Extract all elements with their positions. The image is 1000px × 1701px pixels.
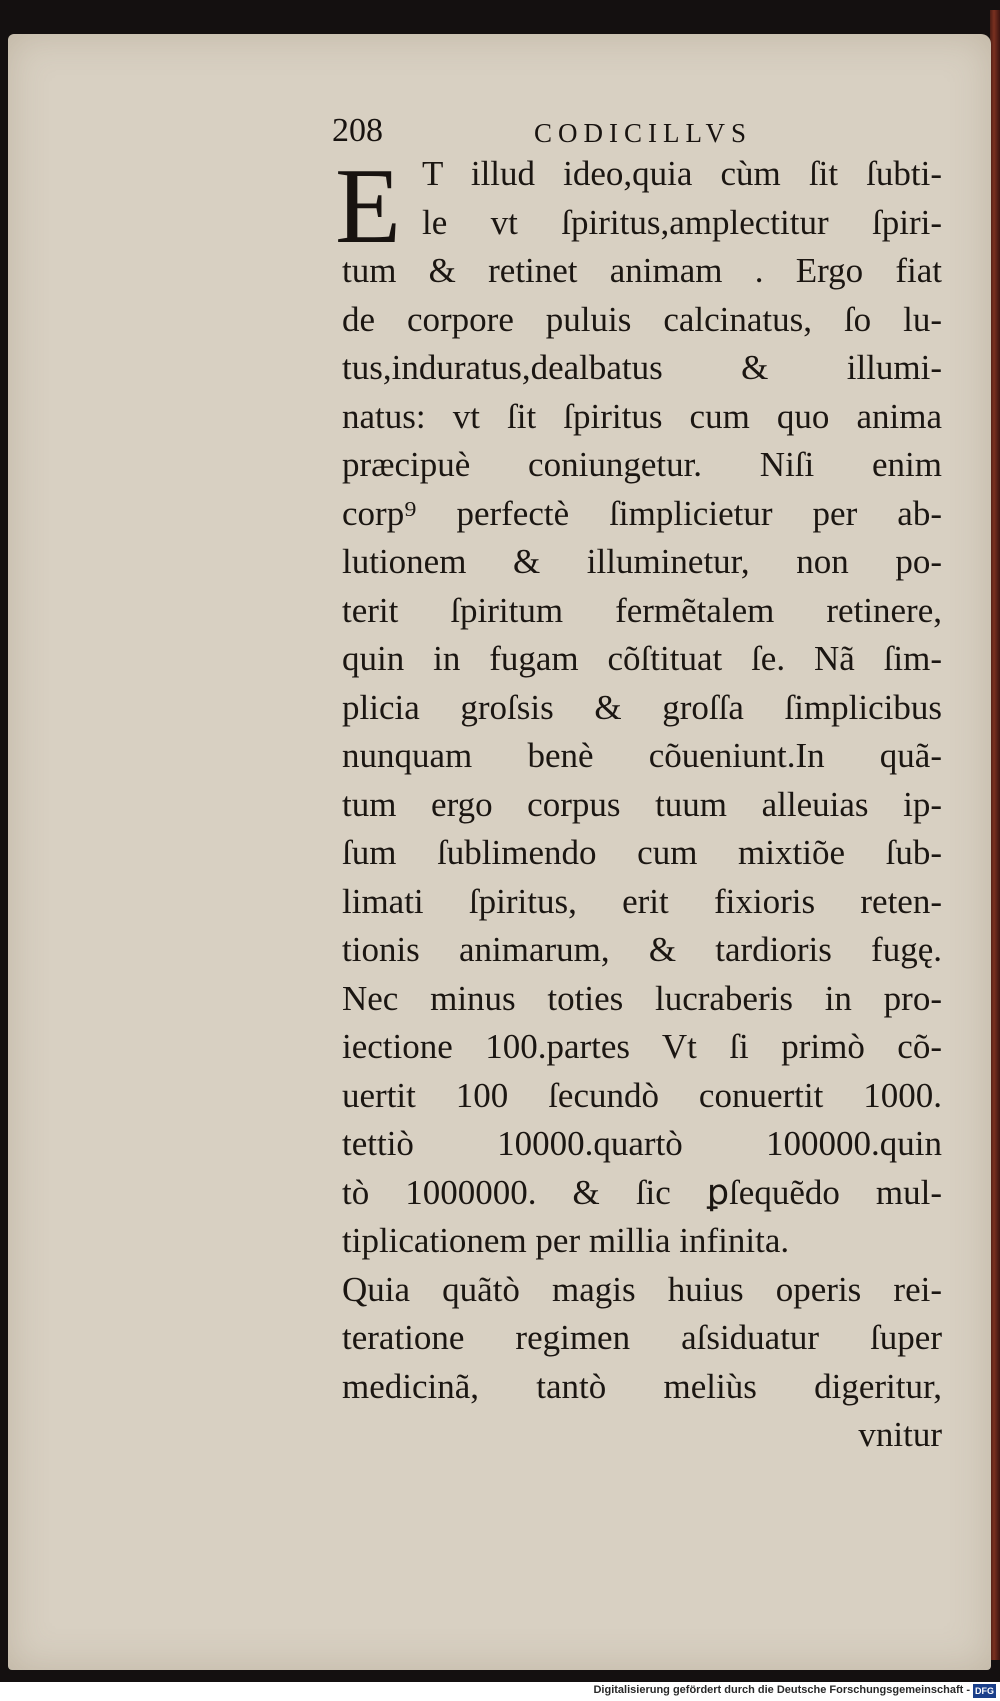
text-line: tum ergo corpus tuum alleuias ip- [342,784,942,824]
text-line: Nec minus toties lucraberis in pro- [342,978,942,1018]
text-line: le vt ſpiritus,amplectitur ſpiri- [422,202,942,242]
text-line: corp⁹ perfectè ſimplicietur per ab- [342,493,942,533]
text-line: T illud ideo,quia cùm ſit ſubti- [422,154,942,193]
text-line: quin in fugam cõſtituat ſe. Nã ſim- [342,639,942,678]
dfg-logo-icon: DFG [975,1686,994,1696]
text-line: iectione 100.partes Vt ſi primò cõ- [342,1027,942,1066]
drop-initial: E [335,147,401,266]
page-number: 208 [332,112,383,149]
text-line: plicia groſsis & groſſa ſimplicibus [342,687,942,727]
funding-credit: Digitalisierung gefördert durch die Deutsche Forschungsgemeinschaft - [593,1684,970,1696]
text-line: tiplicationem per millia infinita. [342,1221,790,1260]
text-line: tò 1000000. & ſic ꝑſequẽdo mul- [342,1172,942,1212]
text-line: tettiò 10000.quartò 100000.quin [342,1124,942,1163]
text-line: limati ſpiritus, erit fixioris reten- [342,881,942,921]
text-line: uertit 100 ſecundò conuertit 1000. [342,1075,942,1115]
page-header [332,112,972,152]
text-line: nunquam benè cõueniunt.In quã- [342,736,942,775]
book-edge [990,10,1000,1660]
text-line: tus,induratus,dealbatus & illumi- [342,348,942,387]
text-line: lutionem & illuminetur, non po- [342,542,942,581]
text-line: Quia quãtò magis huius operis rei- [342,1269,942,1309]
catchword: vnitur [858,1415,942,1454]
text-line: natus: vt ſit ſpiritus cum quo anima [342,396,942,436]
digitization-footer [0,1682,1000,1701]
text-line: tionis animarum, & tardioris fugę. [342,930,942,969]
text-line: ſum ſublimendo cum mixtiõe ſub- [342,833,942,872]
text-line: medicinã, tantò meliùs digeritur, [342,1366,942,1406]
running-title: CODICILLVS [534,118,753,148]
text-line: tum & retinet animam . Ergo fiat [342,251,942,290]
text-block [342,150,942,1460]
text-line: teratione regimen aſsiduatur ſuper [342,1318,942,1357]
text-line: præcipuè coniungetur. Niſi enim [342,445,942,484]
text-line: de corpore puluis calcinatus, ſo lu- [342,299,942,339]
text-line: terit ſpiritum fermẽtalem retinere, [342,590,942,630]
